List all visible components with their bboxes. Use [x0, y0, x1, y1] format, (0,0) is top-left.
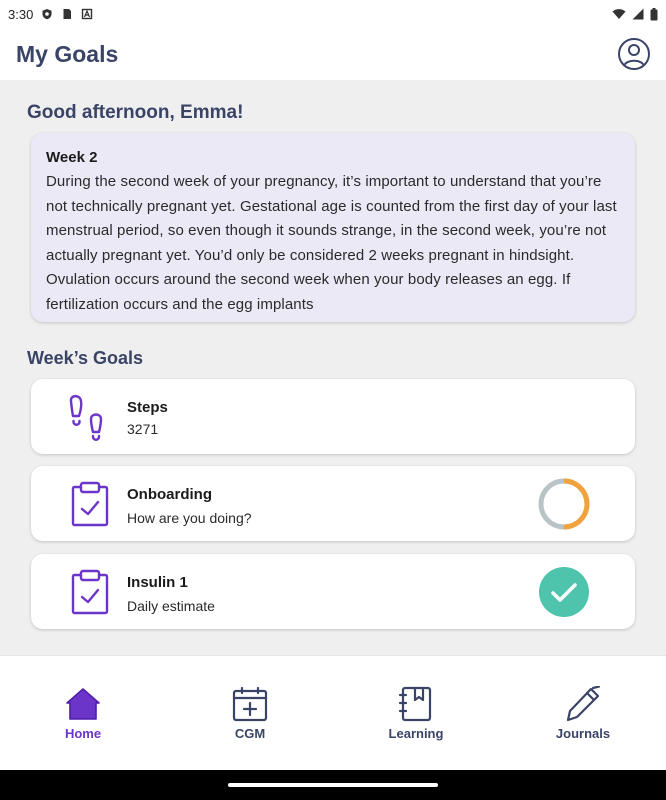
- goal-card-steps[interactable]: [31, 379, 635, 454]
- nav-cgm[interactable]: [190, 656, 310, 770]
- profile-button[interactable]: [618, 38, 650, 70]
- nav-home[interactable]: [23, 656, 143, 770]
- goal-value: 3271: [127, 421, 159, 437]
- nav-label: Journals: [555, 726, 611, 741]
- account-circle-icon: [620, 40, 648, 68]
- notebook-icon: [398, 686, 434, 722]
- goals-section-title: Week’s Goals: [27, 348, 144, 368]
- greeting: Good afternoon, Emma!: [27, 102, 244, 123]
- footprints-icon: [67, 393, 113, 441]
- battery-icon: [650, 8, 658, 21]
- progress-ring: [538, 478, 590, 530]
- nav-label: Learning: [388, 726, 444, 741]
- nav-label: Home: [64, 726, 102, 741]
- wifi-icon: [612, 8, 626, 20]
- goal-card-onboarding[interactable]: [31, 466, 635, 541]
- goal-name: Onboarding: [127, 486, 212, 503]
- status-bar: [0, 0, 666, 28]
- nav-learning[interactable]: [356, 656, 476, 770]
- nav-journals[interactable]: [523, 656, 643, 770]
- sim-icon: [61, 8, 73, 20]
- status-left: [8, 7, 93, 22]
- calendar-plus-icon: [232, 686, 268, 722]
- clipboard-check-icon: [67, 568, 113, 616]
- goal-card-insulin[interactable]: [31, 554, 635, 629]
- storage-icon: [81, 8, 93, 20]
- gesture-nav-bar[interactable]: [228, 783, 438, 787]
- week-info-card[interactable]: [31, 133, 635, 322]
- shield-icon: [41, 8, 53, 20]
- nav-label: CGM: [234, 726, 266, 741]
- goal-subtitle: How are you doing?: [127, 510, 252, 526]
- page-title: My Goals: [16, 40, 119, 67]
- app-bar: [0, 28, 666, 80]
- main-content: [0, 80, 666, 655]
- week-title: Week 2: [46, 149, 98, 166]
- pencil-icon: [565, 686, 601, 722]
- week-description: During the second week of your pregnancy, it’s important to understand that you’re not technically pregnant yet. Gestational age is counted from the first day of your last menstrual period, so even though it sounds strange, in the second week, you’re not actually pregnant yet. You’d only be considered 2 weeks pregnant in hindsight. Ovulation occurs around the second week when your body releases an egg. If fertilization occurs and the egg implants: [46, 173, 617, 313]
- status-right: [612, 8, 658, 21]
- check-complete-icon: [538, 566, 590, 618]
- clipboard-check-icon: [67, 480, 113, 528]
- signal-icon: [632, 8, 644, 20]
- goal-name: Steps: [127, 399, 168, 416]
- goal-subtitle: Daily estimate: [127, 598, 215, 614]
- bottom-nav: [0, 655, 666, 770]
- goal-name: Insulin 1: [127, 574, 188, 591]
- home-icon: [65, 686, 101, 722]
- status-time: 3:30: [8, 6, 34, 22]
